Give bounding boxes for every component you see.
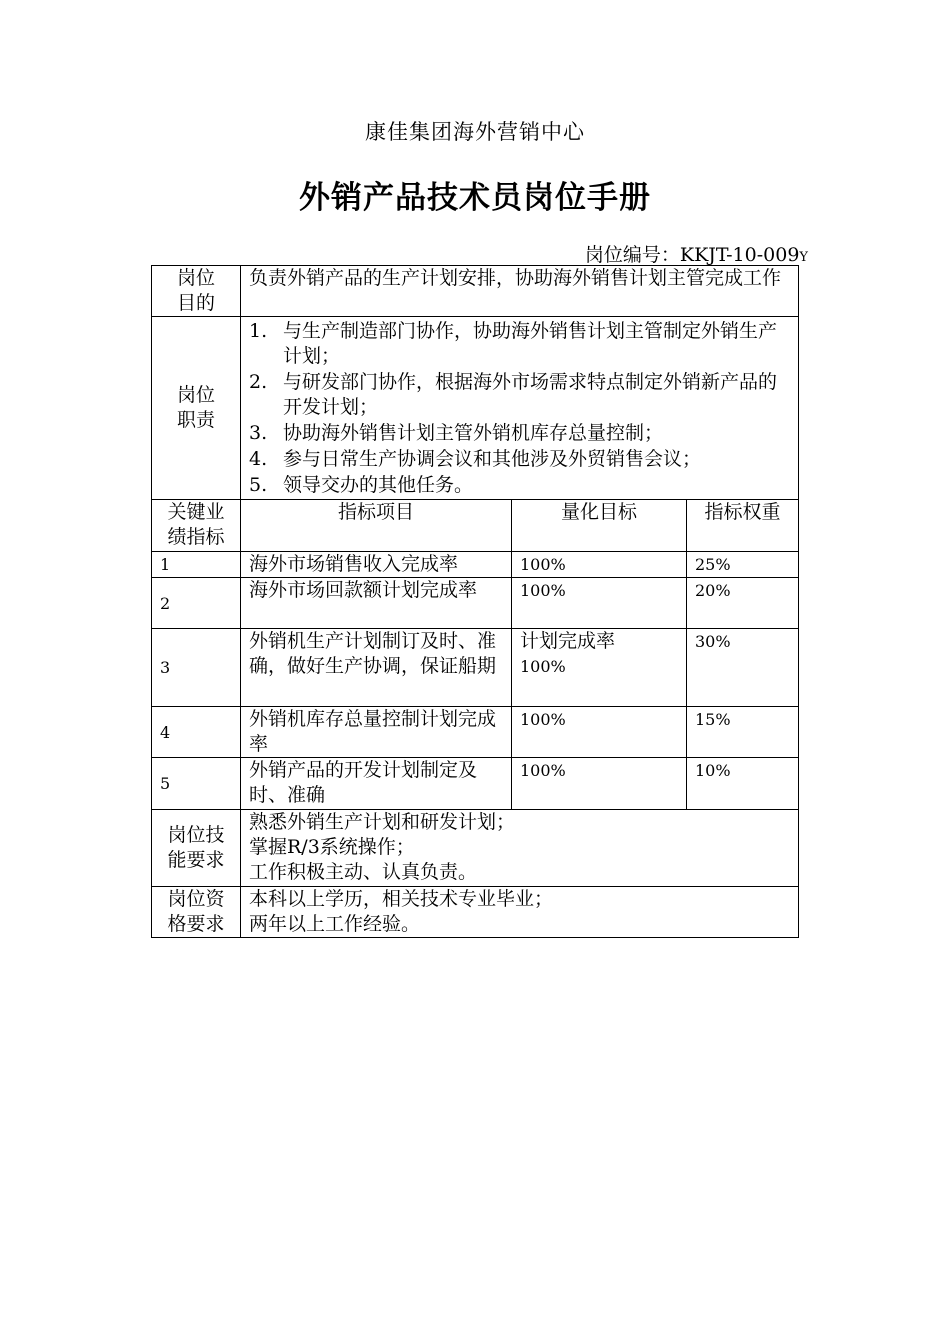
kpi-col-target-header: 量化目标 <box>512 500 687 552</box>
kpi-target: 100% <box>512 758 687 810</box>
kpi-item: 外销产品的开发计划制定及时、准确 <box>241 758 512 810</box>
job-manual-table <box>151 265 799 938</box>
kpi-label: 关键业 绩指标 <box>152 500 241 552</box>
skills-row <box>152 810 799 887</box>
list-item: 本科以上学历，相关技术专业毕业； <box>249 888 554 910</box>
skills-label: 岗位技 能要求 <box>152 810 241 887</box>
kpi-no: 4 <box>152 707 241 758</box>
document-title: 外销产品技术员岗位手册 <box>299 180 651 216</box>
table-row <box>152 578 799 629</box>
kpi-target: 100% <box>512 552 687 578</box>
kpi-item: 海外市场销售收入完成率 <box>241 552 512 578</box>
duties-row <box>152 317 799 500</box>
list-item: 5. 领导交办的其他任务。 <box>249 474 474 496</box>
kpi-col-item-header: 指标项目 <box>241 500 512 552</box>
qualifications-row <box>152 887 799 938</box>
kpi-weight: 10% <box>687 758 799 810</box>
kpi-no: 1 <box>152 552 241 578</box>
list-item: 熟悉外销生产计划和研发计划； <box>249 811 516 833</box>
kpi-header-row <box>152 500 799 552</box>
list-item: 4. 参与日常生产协调会议和其他涉及外贸销售会议； <box>249 448 702 470</box>
list-item: 1. 与生产制造部门协作，协助海外销售计划主管制定外销生产计划； <box>249 320 778 367</box>
list-item: 2. 与研发部门协作，根据海外市场需求特点制定外销新产品的开发计划； <box>249 371 778 418</box>
list-item: 两年以上工作经验。 <box>249 913 421 935</box>
purpose-label: 岗位 目的 <box>152 266 241 317</box>
job-code <box>400 240 808 267</box>
kpi-target: 100% <box>512 707 687 758</box>
list-item: 掌握R/3系统操作； <box>249 836 415 858</box>
kpi-no: 5 <box>152 758 241 810</box>
table-row <box>152 552 799 578</box>
list-item: 3. 协助海外销售计划主管外销机库存总量控制； <box>249 422 664 444</box>
kpi-weight: 30% <box>687 629 799 707</box>
purpose-row <box>152 266 799 317</box>
table-row <box>152 707 799 758</box>
duties-list <box>249 319 790 498</box>
kpi-no: 3 <box>152 629 241 707</box>
kpi-item: 外销机库存总量控制计划完成率 <box>241 707 512 758</box>
kpi-item: 海外市场回款额计划完成率 <box>241 578 512 629</box>
skills-content <box>241 810 799 887</box>
kpi-no: 2 <box>152 578 241 629</box>
kpi-weight: 25% <box>687 552 799 578</box>
duties-label: 岗位 职责 <box>152 317 241 500</box>
purpose-text: 负责外销产品的生产计划安排，协助海外销售计划主管完成工作 <box>241 266 799 317</box>
organization-name: 康佳集团海外营销中心 <box>365 120 585 144</box>
kpi-target: 100% <box>512 578 687 629</box>
kpi-item: 外销机生产计划制订及时、准确，做好生产协调，保证船期 <box>241 629 512 707</box>
job-code-value: KKJT-10-009 <box>679 244 800 266</box>
list-item: 工作积极主动、认真负责。 <box>249 861 478 883</box>
kpi-weight: 20% <box>687 578 799 629</box>
qualifications-content <box>241 887 799 938</box>
kpi-target: 计划完成率 100% <box>512 629 687 707</box>
job-code-label: 岗位编号： <box>584 244 680 266</box>
duties-content <box>241 317 799 500</box>
job-code-suffix: Y <box>799 250 808 265</box>
kpi-weight: 15% <box>687 707 799 758</box>
table-row <box>152 758 799 810</box>
qualifications-label: 岗位资 格要求 <box>152 887 241 938</box>
kpi-col-weight-header: 指标权重 <box>687 500 799 552</box>
table-row <box>152 629 799 707</box>
